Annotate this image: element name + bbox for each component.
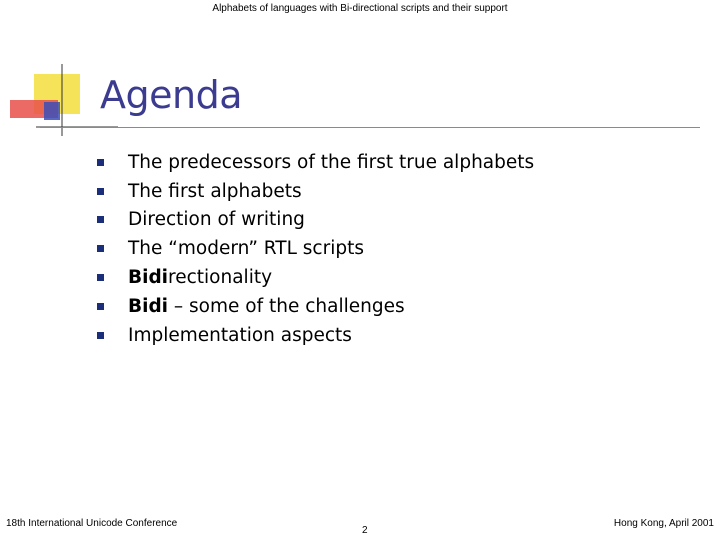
title-divider: [40, 127, 700, 128]
slide-title: Agenda: [100, 73, 242, 117]
slide-header: Alphabets of languages with Bi-directional scripts and their support: [212, 3, 508, 14]
deco-blue-square: [44, 102, 60, 120]
agenda-item-text: The “modern” RTL scripts: [128, 238, 364, 259]
agenda-item-text: Bidirectionality: [128, 267, 273, 288]
agenda-item-text: Direction of writing: [128, 209, 305, 230]
agenda-item-text: Implementation aspects: [128, 325, 352, 346]
square-bullet-icon: [97, 216, 104, 223]
page-number: 2: [362, 525, 368, 536]
square-bullet-icon: [97, 159, 104, 166]
agenda-item-text: The predecessors of the first true alphabets: [128, 152, 535, 173]
square-bullet-icon: [97, 303, 104, 310]
square-bullet-icon: [97, 188, 104, 195]
square-bullet-icon: [97, 245, 104, 252]
square-bullet-icon: [97, 274, 104, 281]
footer-location-date: Hong Kong, April 2001: [613, 518, 714, 529]
agenda-item-text: The first alphabets: [128, 181, 302, 202]
agenda-item-text: Bidi – some of the challenges: [128, 296, 405, 317]
square-bullet-icon: [97, 332, 104, 339]
footer-conference: 18th International Unicode Conference: [6, 518, 178, 529]
